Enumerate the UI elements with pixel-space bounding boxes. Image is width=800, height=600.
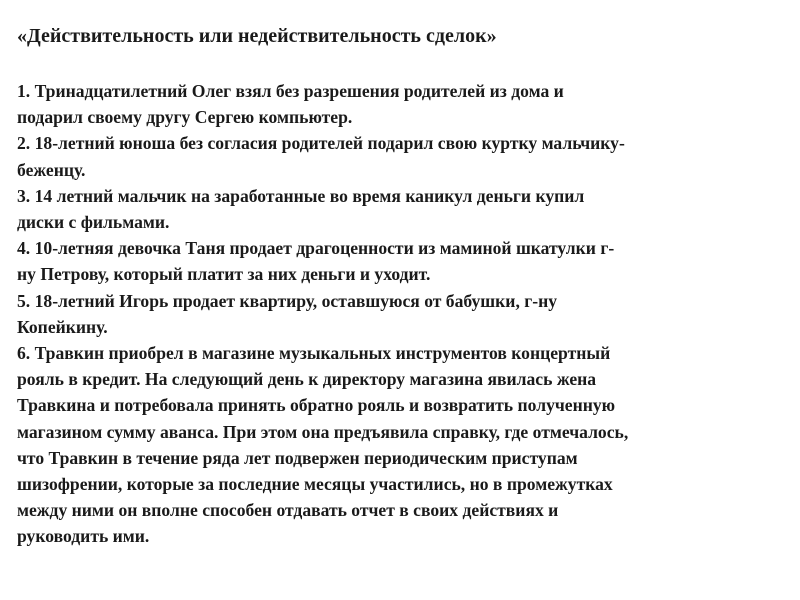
task-item (17, 183, 792, 235)
task-line: рояль в кредит. На следующий день к директору магазина явилась жена (17, 369, 597, 390)
task-list (17, 78, 792, 550)
task-line: беженцу. (17, 159, 86, 180)
task-item (17, 340, 792, 550)
task-line: 6. Травкин приобрел в магазине музыкальных инструментов концертный (17, 343, 611, 364)
slide-title: «Действительность или недействительность сделок» (17, 25, 497, 47)
task-item (17, 235, 792, 287)
task-line: Копейкину. (17, 316, 108, 337)
task-line: шизофрении, которые за последние месяцы участились, но в промежутках (17, 474, 613, 495)
task-item (17, 130, 792, 182)
task-line: магазином сумму аванса. При этом она предъявила справку, где отмечалось, (17, 421, 629, 442)
task-line: Травкина и потребовала принять обратно рояль и возвратить полученную (17, 395, 616, 416)
task-line: 5. 18-летний Игорь продает квартиру, оставшуюся от бабушки, г-ну (17, 290, 558, 311)
task-line: 1. Тринадцатилетний Олег взял без разрешения родителей из дома и (17, 81, 564, 101)
task-line: что Травкин в течение ряда лет подвержен периодическим приступам (17, 447, 578, 468)
task-line: между ними он вполне способен отдавать отчет в своих действиях и (17, 500, 559, 521)
slide-content (17, 22, 792, 550)
task-line: 3. 14 летний мальчик на заработанные во время каникул деньги купил (17, 185, 585, 206)
task-line: 4. 10-летняя девочка Таня продает драгоценности из маминой шкатулки г- (17, 238, 615, 259)
task-item (17, 288, 792, 340)
task-line: диски с фильмами. (17, 212, 170, 233)
task-line: руководить ими. (17, 526, 150, 547)
task-item (17, 78, 792, 130)
task-line: 2. 18-летний юноша без согласия родителей подарил свою куртку мальчику- (17, 133, 625, 154)
task-line: ну Петрову, который платит за них деньги и уходит. (17, 264, 431, 285)
task-line: подарил своему другу Сергею компьютер. (17, 107, 353, 128)
